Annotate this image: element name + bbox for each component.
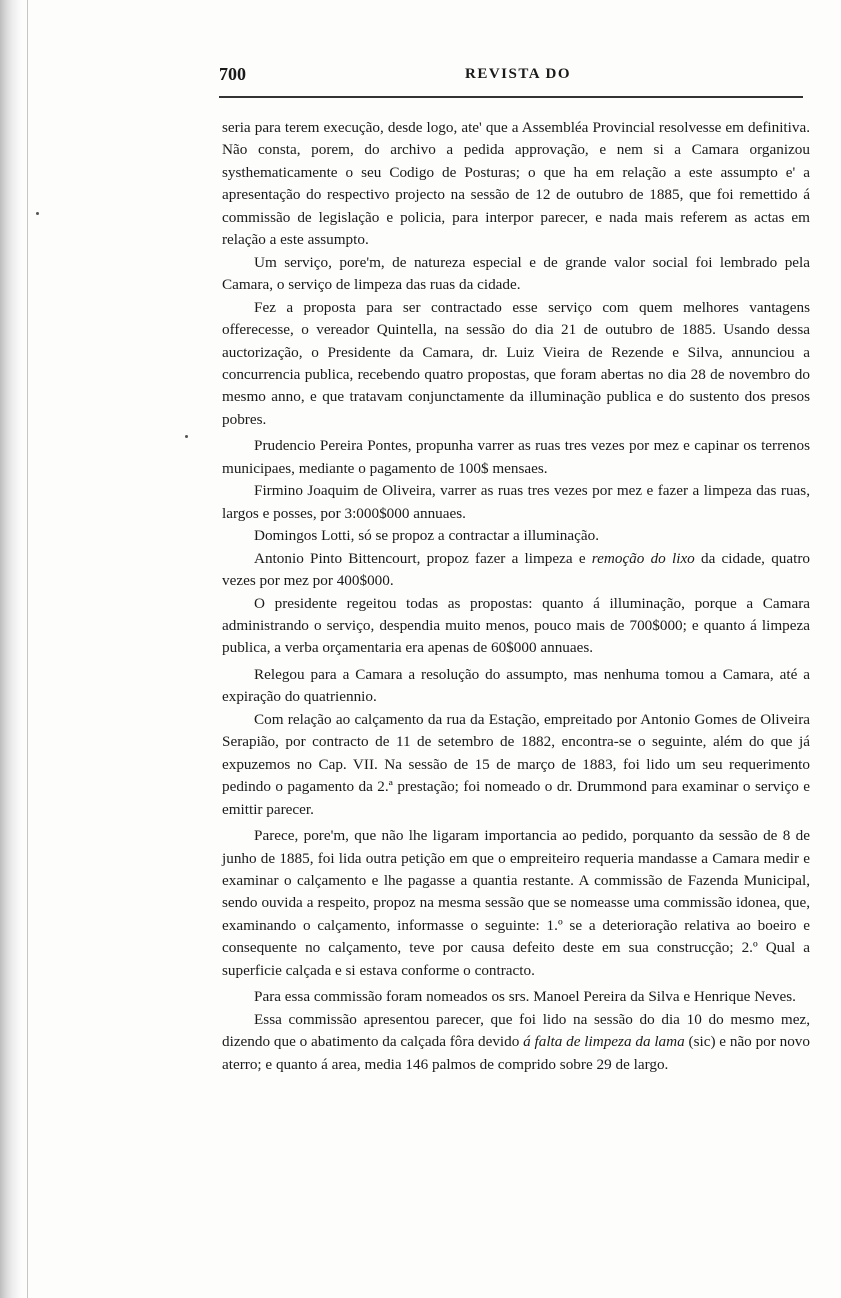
running-title: REVISTA DO xyxy=(465,66,571,82)
paragraph: seria para terem execução, desde logo, ate' que a Assembléa Provincial resolvesse em definitiva. Não consta, porem, do archivo a pedida approvação, e nem si a Camara organizou systhematicamente o seu Codigo de Posturas; o que ha em relação a este assumpto e' a apresentação do respectivo projecto na sessão de 12 de outubro de 1885, que foi remettido á commissão de legislação e policia, para interpor parecer, e nada mais referem as actas em relação a este assumpto. xyxy=(222,119,810,249)
paragraph: Parece, pore'm, que não lhe ligaram importancia ao pedido, porquanto da sessão de 8 de junho de 1885, foi lida outra petição em que o empreiteiro requeria mandasse a Camara medir e examinar o calçamento e lhe pagasse a quantia restante. A commissão de Fazenda Municipal, sendo ouvida a respeito, propoz na mesma sessão que se nomeasse uma commissão idonea, que, examinando o calçamento, informasse o seguinte: 1.º se a deterioração relativa ao boeiro e consequente no calçamento, teve por causa defeito deste em sua construcção; 2.º Qual a superficie calçada e si estava conforme o contracto. xyxy=(222,827,810,979)
article-body xyxy=(222,117,810,1076)
paragraph: O presidente regeitou todas as propostas: quanto á illuminação, porque a Camara administrando o serviço, despendia muito menos, pouco mais de 700$000; e quanto á limpeza publica, a verba orçamentaria era apenas de 60$000 annuaes. xyxy=(222,594,810,657)
paragraph: Com relação ao calçamento da rua da Estação, empreitado por Antonio Gomes de Oliveira Serapião, por contracto de 11 de setembro de 1882, encontra-se o seguinte, além do que já expuzemos no Cap. VII. Na sessão de 15 de março de 1883, foi lido um seu requerimento pedindo o pagamento da 2.ª prestação; foi nomeado o dr. Drummond para examinar o serviço e emittir parecer. xyxy=(222,710,810,818)
paragraph-text: (sic) e não por novo aterro; e quanto á area, media 146 palmos de comprido sobre 29 de largo. xyxy=(222,1033,810,1073)
page-number: 700 xyxy=(219,64,246,84)
paragraph: Um serviço, pore'm, de natureza especial e de grande valor social foi lembrado pela Camara, o serviço de limpeza das ruas da cidade. xyxy=(222,253,810,294)
margin-dot xyxy=(185,435,188,438)
italic-phrase: á falta de limpeza da lama xyxy=(523,1033,685,1051)
paragraph: Fez a proposta para ser contractado esse serviço com quem melhores vantagens offerecesse, o vereador Quintella, na sessão do dia 21 de outubro de 1885. Usando dessa auctorização, o Presidente da Camara, dr. Luiz Vieira de Rezende e Silva, annunciou a concurrencia publica, recebendo quatro propostas, que foram abertas no dia 28 de novembro do mesmo anno, e que tratavam conjunctamente da illuminação publica e do sustento dos presos pobres. xyxy=(222,298,810,428)
header-rule xyxy=(219,96,803,98)
paragraph: Prudencio Pereira Pontes, propunha varrer as ruas tres vezes por mez e capinar os terrenos municipaes, mediante o pagamento de 100$ mensaes. xyxy=(222,437,810,477)
paragraph-text: Antonio Pinto Bittencourt, propoz fazer a limpeza e xyxy=(254,549,592,567)
paragraph-text: da cidade, quatro vezes por mez por 400$000. xyxy=(222,549,810,590)
margin-dot xyxy=(36,212,39,215)
paragraph-text: Essa commissão apresentou parecer, que foi lido na sessão do dia 10 do mesmo mez, dizendo que o abatimento da calçada fôra devido xyxy=(222,1010,810,1051)
paragraph xyxy=(222,548,810,593)
italic-phrase: remoção do lixo xyxy=(591,549,695,567)
page-header xyxy=(219,64,807,92)
paragraph: Para essa commissão foram nomeados os srs. Manoel Pereira da Silva e Henrique Neves. xyxy=(254,988,796,1006)
book-spine-shadow xyxy=(0,0,22,1298)
gutter-line xyxy=(27,0,28,1298)
paragraph xyxy=(222,1009,810,1076)
paragraph: Relegou para a Camara a resolução do assumpto, mas nenhuma tomou a Camara, até a expiração do quatriennio. xyxy=(222,665,810,706)
paragraph: Domingos Lotti, só se propoz a contractar a illuminação. xyxy=(254,527,599,545)
paragraph: Firmino Joaquim de Oliveira, varrer as ruas tres vezes por mez e fazer a limpeza das ruas, largos e posses, por 3:000$000 annuaes. xyxy=(222,482,810,522)
